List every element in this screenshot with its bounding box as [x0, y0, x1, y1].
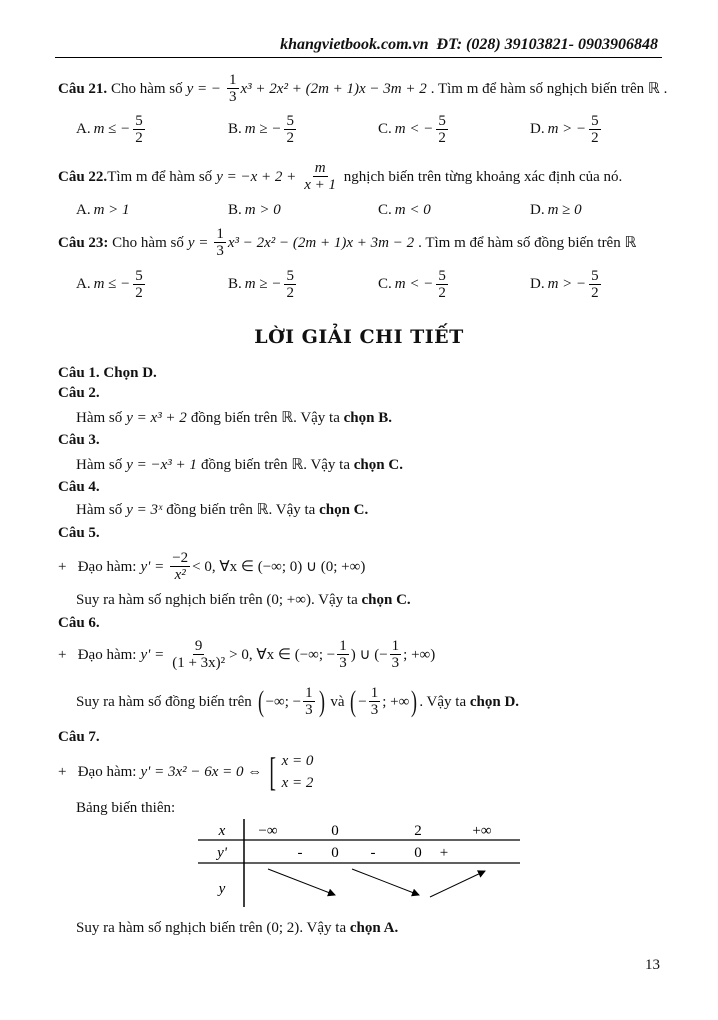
option-letter: D. — [530, 202, 545, 218]
answer-choice: chọn D. — [469, 693, 520, 710]
paren: ( — [350, 684, 357, 718]
math: x³ − 2x² − (2m + 1)x + 3m − 2 — [227, 234, 415, 251]
page-header — [272, 36, 658, 54]
option-c[interactable] — [378, 202, 432, 219]
numerator: 1 — [216, 226, 224, 242]
text: . Vậy ta — [419, 693, 467, 710]
text: Hàm số — [76, 457, 123, 473]
solution-label: Câu 4. — [58, 479, 100, 495]
sign-value: 0 — [414, 845, 422, 861]
case: x = 2 — [281, 775, 314, 791]
numerator: 1 — [339, 638, 347, 654]
sign-value: - — [297, 845, 303, 861]
variation-table — [190, 815, 530, 915]
math: y = x³ + 2 — [126, 410, 187, 426]
fraction — [214, 226, 226, 259]
math: ) ∪ (− — [350, 646, 388, 663]
question-text: Cho hàm số — [110, 80, 183, 97]
math: x³ + 2x² + (2m + 1)x − 3m + 2 — [240, 80, 427, 97]
option-d[interactable] — [530, 113, 603, 146]
solution-6-derivative — [58, 638, 435, 671]
decreasing-arrow — [352, 869, 419, 895]
page-number: 13 — [645, 957, 660, 973]
sign-value: - — [370, 845, 376, 861]
denominator: x² — [174, 567, 186, 583]
solution-1 — [58, 364, 157, 382]
math: y = −x + 2 + — [216, 168, 297, 185]
numerator: 5 — [135, 268, 143, 284]
solution-label: Câu 2. — [58, 385, 100, 401]
denominator: 3 — [391, 655, 400, 671]
fraction — [227, 72, 239, 105]
solution-label: Câu 7. — [58, 729, 100, 745]
solution-4-body — [76, 501, 368, 519]
denominator: 2 — [286, 130, 294, 146]
increasing-arrow — [430, 871, 485, 897]
math: y = −x³ + 1 — [126, 457, 197, 473]
numerator: 1 — [370, 685, 379, 701]
denominator: (1 + 3x)² — [172, 655, 226, 671]
option-a[interactable] — [76, 202, 131, 219]
case: x = 0 — [281, 753, 314, 769]
option-math: m < 0 — [394, 202, 431, 218]
solution-7-derivative — [58, 750, 313, 794]
header-rule — [55, 57, 662, 58]
header-phone: ĐT: (028) 39103821- 0903906848 — [436, 36, 658, 53]
text: và — [330, 693, 345, 710]
solution-2-body — [76, 409, 392, 427]
fraction — [436, 113, 448, 146]
numerator: 5 — [591, 268, 599, 284]
fraction — [170, 638, 227, 671]
denominator: 3 — [339, 655, 347, 671]
numerator: 5 — [135, 113, 143, 129]
option-c[interactable] — [378, 113, 450, 146]
decreasing-arrow — [268, 869, 335, 895]
text: Suy ra hàm số nghịch biến trên — [76, 592, 263, 608]
question-text: Tìm m để hàm số — [107, 168, 213, 185]
question-text: nghịch biến trên từng khoảng xác định của nó. — [343, 168, 623, 185]
text: . Vậy ta — [299, 920, 347, 936]
text: Suy ra hàm số đồng biến trên — [76, 693, 252, 710]
denominator: 3 — [305, 702, 313, 718]
denominator: 2 — [438, 285, 446, 301]
denominator: 3 — [370, 702, 379, 718]
option-letter: C. — [378, 276, 392, 292]
text: Đạo hàm: — [77, 764, 137, 780]
solution-5-label — [58, 524, 100, 542]
solution-7-conclusion — [76, 919, 398, 937]
option-math: m < − — [394, 276, 434, 292]
option-letter: C. — [378, 121, 392, 137]
paren: ( — [257, 684, 264, 718]
numerator: 5 — [438, 113, 446, 129]
numerator: 5 — [438, 268, 446, 284]
solution-5-conclusion — [76, 591, 411, 609]
text: đồng biến trên ℝ. Vậy ta — [190, 410, 340, 426]
option-letter: A. — [76, 202, 91, 218]
solution-2-label — [58, 384, 100, 402]
question-21 — [58, 72, 667, 105]
row-label-x: x — [218, 823, 226, 839]
denominator: 3 — [229, 89, 237, 105]
solution-3-label — [58, 431, 100, 449]
bullet: + — [58, 558, 67, 575]
solution-label: Câu 3. — [58, 432, 100, 448]
question-23 — [58, 226, 636, 259]
bracket: [ — [269, 749, 277, 794]
option-math: m > 1 — [93, 202, 130, 218]
math: y = 3ˣ — [126, 502, 163, 518]
option-letter: A. — [76, 121, 91, 137]
option-letter: D. — [530, 121, 545, 137]
question-label: Câu 21. — [58, 80, 108, 97]
math: y' = 3x² − 6x = 0 ⇔ — [140, 764, 263, 780]
denominator: 2 — [135, 285, 143, 301]
option-letter: B. — [228, 276, 242, 292]
question-22 — [58, 160, 622, 193]
fraction — [390, 638, 402, 671]
fraction — [589, 113, 601, 146]
answer-choice: chọn A. — [349, 920, 399, 936]
numerator: −2 — [172, 550, 189, 566]
fraction — [284, 113, 296, 146]
paren: ) — [411, 684, 418, 718]
numerator: 5 — [591, 113, 599, 129]
denominator: 2 — [438, 130, 446, 146]
text: Hàm số — [76, 410, 123, 426]
text: Đạo hàm: — [77, 558, 137, 575]
denominator: 2 — [286, 285, 294, 301]
question-text: Cho hàm số — [112, 234, 184, 251]
option-letter: A. — [76, 276, 91, 292]
question-label: Câu 23: — [58, 234, 109, 251]
answer-choice: chọn C. — [353, 457, 403, 473]
sign-value: + — [439, 845, 449, 861]
solution-label: Câu 6. — [58, 615, 100, 631]
x-value: −∞ — [258, 823, 278, 839]
option-math: m < − — [394, 121, 434, 137]
x-value: 2 — [414, 823, 422, 839]
option-b[interactable] — [228, 202, 282, 219]
numerator: 5 — [286, 113, 294, 129]
option-letter: B. — [228, 121, 242, 137]
header-site: khangvietbook.com.vn — [280, 36, 429, 53]
solution-6-conclusion — [76, 685, 519, 718]
math: (0; +∞) — [266, 592, 311, 608]
fraction — [170, 550, 190, 583]
solutions-title: LỜI GIẢI CHI TIẾT — [254, 326, 464, 348]
math: > 0, ∀x ∈ (−∞; − — [229, 646, 336, 663]
x-value: +∞ — [472, 823, 492, 839]
option-b[interactable] — [228, 113, 298, 146]
paren: ) — [318, 684, 325, 718]
math: y' = — [140, 558, 165, 575]
math: ; +∞ — [382, 693, 410, 710]
option-letter: B. — [228, 202, 242, 218]
row-label-yprime: y' — [217, 845, 227, 861]
option-d[interactable] — [530, 202, 583, 219]
question-text: . Tìm m để hàm số nghịch biến trên ℝ . — [430, 80, 668, 97]
table-label: Bảng biến thiên: — [76, 800, 176, 816]
math: −∞; − — [265, 693, 302, 710]
option-math: m > − — [547, 121, 587, 137]
bullet: + — [58, 764, 67, 780]
numerator: 1 — [229, 72, 237, 88]
fraction — [302, 160, 338, 193]
option-math: m ≤ − — [93, 121, 131, 137]
numerator: 1 — [305, 685, 313, 701]
x-value: 0 — [331, 823, 339, 839]
solution-4-label — [58, 478, 100, 496]
text: đồng biến trên ℝ. Vậy ta — [200, 457, 351, 473]
denominator: 2 — [591, 130, 599, 146]
math: − — [358, 693, 367, 710]
fraction — [284, 268, 296, 301]
option-math: m ≤ − — [93, 276, 131, 292]
option-math: m ≥ − — [244, 276, 282, 292]
fraction — [589, 268, 601, 301]
math: y = − — [186, 80, 222, 97]
solution-7-label — [58, 728, 100, 746]
text: đồng biến trên ℝ. Vậy ta — [166, 502, 316, 518]
solution-6-label — [58, 614, 100, 632]
bullet: + — [58, 646, 67, 663]
text: Hàm số — [76, 502, 123, 518]
fraction — [369, 685, 381, 718]
solution-5-derivative — [58, 550, 365, 583]
denominator: 2 — [135, 130, 143, 146]
option-b[interactable] — [228, 268, 298, 301]
fraction — [337, 638, 349, 671]
denominator: 2 — [591, 285, 599, 301]
denominator: x + 1 — [304, 177, 337, 193]
row-label-y: y — [218, 881, 226, 897]
option-math: m ≥ 0 — [547, 202, 582, 218]
answer-choice: chọn C. — [361, 592, 411, 608]
text: . Vậy ta — [310, 592, 358, 608]
option-a[interactable] — [76, 113, 147, 146]
option-letter: C. — [378, 202, 392, 218]
question-label: Câu 22. — [58, 168, 108, 185]
option-c[interactable] — [378, 268, 450, 301]
fraction — [133, 113, 145, 146]
solution-3-body — [76, 456, 403, 474]
option-a[interactable] — [76, 268, 147, 301]
math: (0; 2) — [266, 920, 300, 936]
equation-system — [278, 750, 314, 794]
denominator: 3 — [216, 243, 224, 259]
answer-choice: chọn C. — [319, 502, 369, 518]
numerator: 5 — [286, 268, 294, 284]
answer-choice: chọn B. — [343, 410, 392, 426]
solution-label: Câu 5. — [58, 525, 100, 541]
option-math: m > 0 — [244, 202, 281, 218]
solution-label: Câu 1. Chọn D. — [58, 365, 157, 381]
numerator: 1 — [391, 638, 400, 654]
math: y = — [187, 234, 209, 251]
fraction — [133, 268, 145, 301]
numerator: 9 — [194, 638, 203, 654]
fraction — [436, 268, 448, 301]
math: y' = — [140, 646, 165, 663]
fraction — [303, 685, 315, 718]
text: Suy ra hàm số nghịch biến trên — [76, 920, 263, 936]
option-letter: D. — [530, 276, 545, 292]
option-math: m ≥ − — [244, 121, 282, 137]
option-math: m > − — [547, 276, 587, 292]
numerator: m — [314, 160, 326, 176]
option-d[interactable] — [530, 268, 603, 301]
sign-value: 0 — [331, 845, 339, 861]
text: Đạo hàm: — [77, 646, 137, 663]
math: < 0, ∀x ∈ (−∞; 0) ∪ (0; +∞) — [192, 558, 366, 575]
math: ; +∞) — [403, 646, 436, 663]
question-text: . Tìm m để hàm số đồng biến trên ℝ — [418, 234, 637, 251]
